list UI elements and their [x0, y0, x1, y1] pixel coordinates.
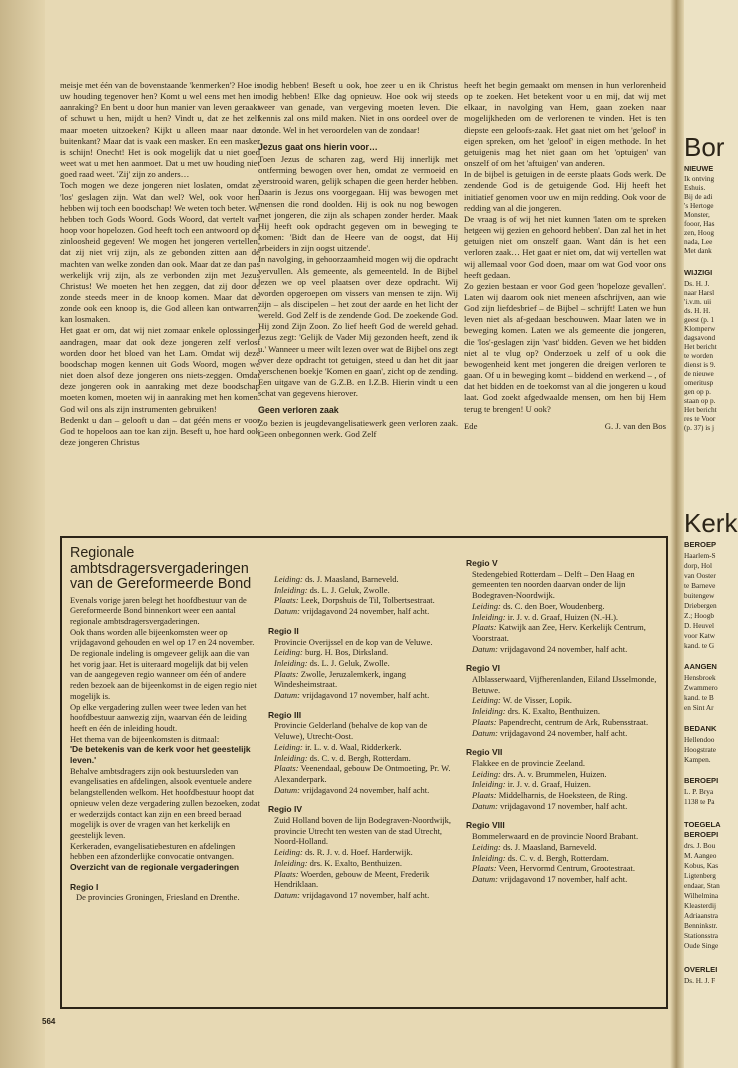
- region-datum: vrijdagavond 17 november, half acht.: [302, 690, 430, 701]
- adjacent-line: en Sint Ar: [684, 703, 714, 712]
- label-inleiding: Inleiding:: [472, 779, 506, 790]
- adjacent-line: geest (p. 1: [684, 315, 715, 324]
- adjacent-line: staan op p.: [684, 396, 716, 405]
- adjacent-line: Ik ontving: [684, 174, 715, 183]
- region-plaats: Zwolle, Jeruzalemkerk, ingang Windesheimstraat.: [274, 668, 406, 690]
- article-paragraph: meisje met één van de bovenstaande 'kenmerken'? Hoe is uw houding tegenover hen? Komt u wel eens met hen in aanraking? En bent u door hun manier van leven geraakt of schuwt u hen, mijdt u hen? Vindt u, dat ze het zelf maar moeten uitzoeken? Kijkt u alleen maar naar de buitenkant? Maar dat is vaak een masker. En een masker is schijn! Onecht! Het is ook mogelijk dat u niet goed weet wat u met hen aanmoet. Dat u met uw houding niet goed raad weet. 'Zij' zijn zo anders…: [60, 80, 260, 180]
- label-inleiding: Inleiding:: [472, 611, 506, 622]
- region-inleiding: ir. J. v. d. Graaf, Huizen.: [507, 779, 591, 790]
- box-paragraph: Behalve ambtsdragers zijn ook bestuursleden van evangelisaties en afdelingen, alsook eventuele andere belangstellenden welkom. Het hoofdbestuur hoopt dat opnieuw velen deze vergadering zullen bezoeken, zodat er wederzijds contact kan zijn en een breed beraad mogelijk is over de vragen van het kerkelijk en geestelijk leven.: [70, 765, 260, 840]
- article-paragraph: Toen Jezus de scharen zag, werd Hij innerlijk met ontferming bewogen over hen, omdat ze vermoeid en verstrooid waren, gelijk schapen die geen herder hebben. Daarin is Jezus ons voorgegaan. Hij was bewogen met mensen die rond doolden. Hij is ook nu nog bewogen met jongeren, die zijn als schapen zonder herder. Maak Hij heeft ook opdracht gegeven om in beweging te komen: 'Bidt dan de Heere van de oogst, dat Hij arbeiders in zijn oogst uitzende'.: [258, 153, 458, 254]
- label-plaats: Plaats:: [472, 622, 497, 633]
- region-entry: [268, 574, 458, 617]
- adjacent-line: Hensbroek: [684, 673, 716, 682]
- section-heading: Geen verloren zaak: [258, 405, 339, 416]
- adjacent-line: M. Aangeo: [684, 851, 717, 860]
- region-inleiding: ds. L. J. Geluk, Zwolle.: [309, 584, 390, 595]
- box-paragraph: Evenals vorige jaren belegt het hoofdbestuur van de Gereformeerde Bond binnenkort weer een aantal regionale ambtsdragersvergaderingen.: [70, 594, 247, 626]
- label-plaats: Plaats:: [472, 790, 497, 801]
- article-paragraph: In de bijbel is getuigen in de eerste plaats Gods werk. De zendende God is de getuigende God. Hij heeft het initiatief genomen voor uw en mijn redding. Ook voor de redding van al die jongeren.: [464, 169, 666, 213]
- adjacent-line: fooor, Has: [684, 219, 715, 228]
- label-datum: Datum:: [472, 800, 498, 811]
- label-leiding: Leiding:: [274, 647, 303, 658]
- region-plaats: Katwijk aan Zee, Herv. Kerkelijk Centrum, Voorstraat.: [472, 622, 646, 643]
- region-entry: [70, 882, 260, 903]
- region-datum: vrijdagavond 17 november, half acht.: [302, 889, 430, 900]
- label-plaats: Plaats:: [274, 763, 299, 774]
- adjacent-line: kand. te G: [684, 641, 715, 650]
- label-inleiding: Inleiding:: [472, 852, 506, 863]
- adjacent-line: Klomperw: [684, 324, 716, 333]
- adjacent-line: L. P. Brya: [684, 787, 714, 796]
- region-area: De provincies Groningen, Friesland en Drenthe.: [76, 892, 240, 903]
- page-fold: [670, 0, 684, 1068]
- signature-name: G. J. van den Bos: [604, 420, 666, 431]
- region-leiding: ds. R. J. v. d. Hoef. Harderwijk.: [304, 847, 413, 858]
- box-title: Regionale ambtsdragersvergaderingen van de Gereformeerde Bond: [70, 546, 252, 592]
- article-paragraph: De vraag is of wij het niet kunnen 'laten om te spreken hetgeen wij gezien en gehoord hebben'. Dan zal het in het getuigen niet om onszelf gaan. Want dán is het een verloren zaak… Het gaat er niet om, dat wij vertellen wat wij allemaal voor God doen, maar om wat God voor ons heeft gedaan.: [464, 213, 666, 280]
- region-inleiding: ds. L. J. Geluk, Zwolle.: [309, 657, 390, 668]
- region-entry: [466, 747, 660, 811]
- label-inleiding: Inleiding:: [274, 657, 308, 668]
- adjacent-line: dorp, Hol: [684, 561, 712, 570]
- region-area: Bommelerwaard en de provincie Noord Brabant.: [472, 831, 639, 842]
- overview-heading: Overzicht van de regionale vergaderingen: [70, 862, 240, 873]
- signature-place: Ede: [464, 420, 478, 431]
- adjacent-line: kand. te B: [684, 693, 714, 702]
- adjacent-heading: BEROEPI: [684, 776, 719, 785]
- region-leiding: ds. C. den Boer, Woudenberg.: [502, 600, 605, 611]
- label-inleiding: Inleiding:: [472, 706, 506, 717]
- region-name: Regio I: [70, 881, 99, 892]
- adjacent-line: dienst is 9.: [684, 360, 716, 369]
- label-datum: Datum:: [274, 889, 300, 900]
- adjacent-line: nada, Lee: [684, 237, 713, 246]
- region-inleiding: drs. K. Exalto, Benthuizen.: [507, 706, 600, 717]
- label-datum: Datum:: [274, 690, 300, 701]
- adjacent-line: 'i.v.m. uii: [684, 297, 712, 306]
- article-paragraph: Zo gezien bestaan er voor God geen 'hopeloze gevallen'. Laten wij daarom ook niet meneen afschrijven, aan wie God zijn liefdesbrief – de Bijbel – schrijft! Laten we hun leven niet als af-gedaan beschouwen. Maar laten we in beweging komen. Laten we als gemeente die jongeren, die 'los'-geslagen zijn 'vast' bidden. Geven we het bidden niet al te vlug op? Onderzoek u zelf of u ook die bewogenheid kent met jongeren die dreigen verloren te gaan. Of u in beweging komt – biddend en werkend – , of dat het bidden en de toekomst van al die jongeren u koud laat. God zoekt afgedwaalde mensen, om hen bij Hem terug te brengen! U ook?: [464, 280, 666, 414]
- region-name: Regio V: [466, 558, 498, 568]
- adjacent-line: (p. 37) is j: [684, 423, 714, 432]
- region-datum: vrijdagavond 17 november, half acht.: [500, 873, 628, 884]
- section-heading: Jezus gaat ons hierin voor…: [258, 141, 378, 152]
- region-datum: vrijdagavond 24 november, half acht.: [500, 643, 628, 654]
- region-name: Regio VIII: [466, 820, 505, 831]
- article-column-2: [258, 80, 458, 440]
- region-entry: [268, 710, 458, 796]
- region-plaats: Veen, Hervormd Centrum, Grootestraat.: [498, 863, 635, 874]
- adjacent-line: Haarlem-S: [684, 551, 716, 560]
- label-datum: Datum:: [472, 873, 498, 884]
- region-name: Regio II: [268, 625, 299, 636]
- adjacent-line: buitengew: [684, 591, 715, 600]
- adjacent-line: Monster,: [684, 210, 710, 219]
- region-leiding: ds. J. Maasland, Barneveld.: [502, 841, 597, 852]
- page-number: 564: [42, 1017, 56, 1026]
- box-column-2: [268, 574, 458, 910]
- region-name: Regio VII: [466, 747, 503, 758]
- adjacent-title: Bor: [684, 132, 725, 162]
- adjacent-line: Hoogstrate: [684, 745, 717, 754]
- adjacent-line: de nieuwe: [684, 369, 714, 378]
- label-leiding: Leiding:: [274, 574, 303, 584]
- region-entry: [268, 804, 458, 900]
- label-inleiding: Inleiding:: [274, 584, 308, 595]
- adjacent-heading: BEROEPI: [684, 830, 719, 839]
- region-entry: [466, 558, 660, 654]
- article-column-3: [464, 80, 666, 432]
- label-plaats: Plaats:: [274, 595, 299, 606]
- label-leiding: Leiding:: [472, 695, 501, 706]
- box-theme: 'De betekenis van de kerk voor het geestelijk leven.': [70, 744, 251, 766]
- box-column-3: [466, 558, 660, 894]
- label-datum: Datum:: [274, 606, 300, 617]
- adjacent-line: 1138 te Pa: [684, 797, 715, 806]
- region-name: Regio III: [268, 709, 302, 720]
- region-name: Regio VI: [466, 663, 501, 674]
- region-leiding: ir. L. v. d. Waal, Ridderkerk.: [304, 741, 402, 752]
- announcement-box: [60, 536, 668, 1009]
- page-gutter-shade: [0, 0, 45, 1068]
- label-plaats: Plaats:: [274, 668, 299, 679]
- article-paragraph: Zo bezien is jeugdevangelisatiewerk geen verloren zaak. Geen onbegonnen werk. God Zelf: [258, 417, 458, 439]
- label-inleiding: Inleiding:: [274, 752, 308, 763]
- adjacent-line: van Ooster: [684, 571, 716, 580]
- adjacent-line: Kampen.: [684, 755, 711, 764]
- region-entry: [268, 626, 458, 701]
- region-inleiding: ir. J. v. d. Graaf, Huizen (N.-H.).: [507, 611, 619, 622]
- label-plaats: Plaats:: [472, 716, 497, 727]
- label-datum: Datum:: [472, 643, 498, 654]
- region-plaats: Woerden, gebouw de Meent, Frederik Hendriklaan.: [274, 868, 430, 890]
- region-datum: vrijdagavond 24 november, half acht.: [302, 606, 430, 617]
- article-column-1: [60, 80, 260, 448]
- label-leiding: Leiding:: [472, 841, 501, 852]
- region-name: Regio IV: [268, 804, 303, 815]
- article-paragraph: In navolging, in gehoorzaamheid mogen wij die opdracht vervullen. Als gemeente, als gemeenteld. In de Bijbel lezen we op veel plaatsen over deze opdracht. Wij worden opgeroepen om vissers van mensen te zijn. Wij zijn – als discipelen – het zout der aarde en het licht der wereld. God Zelf is de zendende God. De zoekende God. Hij zond Zijn Zoon. Zo lief heeft God de wereld gehad. Jezus zegt: 'Gelijk de Vader Mij gezonden heeft, zend ik u.' Wanneer u meer wilt lezen over wat de Bijbel ons zegt over deze opdracht tot getuigen, steed u dan het dit jaar verschenen boekje 'Komen en gaan', zicht op de zending. Een uitgave van de G.Z.B. en I.Z.B. Hierin vindt u een schat van gegevens hierover.: [258, 254, 458, 399]
- adjacent-line: te Barneve: [684, 581, 716, 590]
- region-entry: [466, 663, 660, 738]
- article-paragraph: heeft het begin gemaakt om mensen in hun verlorenheid op te zoeken. Het betekent voor u en mij, dat wij met elkaar, in navolging van Hem, gaan zoeken naar mogelijkheden om de verlorenen te vinden. Het is ten diepste een geloofs-zaak. Het gaat niet om het 'geloof' in eigen spreken, om het 'geloof' in eigen methode. In het getuigenis mag het niet gaan om het 'optuigen' van onszelf of om het 'aftuigen' van anderen.: [464, 80, 666, 169]
- adjacent-line: Ds. H. J.: [684, 279, 710, 288]
- label-datum: Datum:: [274, 784, 300, 795]
- box-paragraph: Kerkeraden, evangelisatiebesturen en afdelingen hebben een afzonderlijke convocatie ontvangen.: [70, 840, 236, 862]
- region-inleiding: ds. C. v. d. Bergh, Rotterdam.: [507, 852, 609, 863]
- region-leiding: drs. A. v. Brummelen, Huizen.: [502, 768, 607, 779]
- region-area: Provincie Overijssel en de kop van de Veluwe.: [274, 636, 433, 647]
- adjacent-heading: WIJZIGI: [684, 268, 713, 277]
- article-paragraph: Toch mogen we deze jongeren niet loslaten, omdat ze 'los' geslagen zijn. Wat dan wel? Wel, ook voor hen hebben wij toch een boodschap! We weten toch beter. We hebben toch Gods Woord. Gods Woord, dat vertelt van hoop voor hopelozen. God heeft toch een antwoord op de zinloosheid gegeven! We mogen het jongeren vertellen, dat zij niet vrij zijn, als ze gebonden zitten aan de machten van welke zonden dan ook. Maar dat ze dan pas werkelijk vrij zijn, als ze verbonden zijn met Jezus Christus! We moeten het hen zeggen, dat zij door de zonde steeds meer in de knoop komen. Maar dat de zonde ook een knoop is, die God alleen kan ontwarren, kan losmaken.: [60, 180, 260, 325]
- adjacent-line: gen op p.: [684, 387, 711, 396]
- adjacent-line: Met dank: [684, 246, 712, 255]
- adjacent-line: Eshuis.: [684, 183, 706, 192]
- adjacent-line: Hellendoo: [684, 735, 715, 744]
- adjacent-line: NIEUWE: [684, 164, 714, 173]
- adjacent-line: naar Harsl: [684, 288, 715, 297]
- adjacent-title: Kerk: [684, 508, 738, 538]
- region-area: Alblasserwaard, Vijfherenlanden, Eiland IJsselmonde, Betuwe.: [472, 674, 657, 695]
- label-leiding: Leiding:: [274, 741, 303, 752]
- adjacent-line: Ds. H. J. F: [684, 976, 716, 985]
- box-paragraph: Het thema van de bijeenkomsten is ditmaal:: [70, 733, 220, 744]
- adjacent-line: omeritusp: [684, 378, 714, 387]
- adjacent-line: Bij de adi: [684, 192, 713, 201]
- adjacent-heading: TOEGELA: [684, 820, 721, 829]
- region-plaats: Papendrecht, centrum de Ark, Rubensstraat.: [498, 716, 649, 727]
- adjacent-line: res te Voor: [684, 414, 716, 423]
- adjacent-line: Het bericht: [684, 342, 717, 351]
- adjacent-line: 's Hertoge: [684, 201, 714, 210]
- region-plaats: Leek, Dorpshuis de Til, Tolbertsestraat.: [300, 595, 435, 606]
- article-paragraph: Bedenkt u dan – gelooft u dan – dat géén mens er voor God te hopeloos aan toe kan zijn. Beseft u, hoe hard ook deze jongeren Christus: [60, 414, 260, 447]
- region-datum: vrijdagavond 24 november, half acht.: [500, 727, 628, 738]
- adjacent-heading: AANGEN: [684, 662, 717, 671]
- adjacent-line: Kleasterdij: [684, 901, 717, 910]
- region-plaats: Veenendaal, gebouw De Ontmoeting, Pr. W. Alexanderpark.: [274, 763, 451, 784]
- adjacent-heading: OVERLEI: [684, 965, 718, 974]
- adjacent-line: Z.; Hoogb: [684, 611, 714, 620]
- article-paragraph: nodig hebben! Beseft u ook, hoe zeer u en ik Christus nodig hebben! Elke dag opnieuw. Hoe ook wij steeds weer van genade, van vergeving moeten leven. Die kennis zal ons mild maken. Niet in ons oordeel over de zonde. Wel in het veroordelen van de zondaar!: [258, 80, 458, 135]
- region-entry: [466, 820, 660, 884]
- adjacent-page: [684, 0, 738, 1068]
- adjacent-line: Oude Singe: [684, 941, 719, 950]
- box-paragraph: Op elke vergadering zullen weer twee leden van het hoofdbestuur aanwezig zijn, waarvan één de leiding heeft en één de inleiding houdt.: [70, 701, 247, 733]
- article-signature: [464, 421, 666, 432]
- adjacent-line: Zwammero: [684, 683, 718, 692]
- adjacent-line: Wilhelmina: [684, 891, 719, 900]
- adjacent-line: Ligtenberg: [684, 871, 716, 880]
- adjacent-line: te worden: [684, 351, 713, 360]
- region-plaats: Middelharnis, de Hoeksteen, de Ring.: [498, 790, 628, 801]
- adjacent-line: Kobus, Kas: [684, 861, 719, 870]
- region-area: Provincie Gelderland (behalve de kop van de Veluwe), Utrecht-Oost.: [274, 720, 428, 742]
- adjacent-line: Stationsstra: [684, 931, 719, 940]
- region-inleiding: ds. C. v. d. Bergh, Rotterdam.: [309, 752, 411, 763]
- article-paragraph: Het gaat er om, dat wij niet zomaar enkele oplossingen aandragen, maar dat ook deze jongeren zelf verlost worden door het bloed van het Lam. Omdat wij deze boodschap mogen kennen uit Gods Woord, mogen we niet doen alsof deze jongeren ons niets-zeggen. Omdat deze jongeren ook in aanraking met deze boodschap moeten komen, moeten wij in aanraking met hen komen. God wil ons als zijn instrumenten gebruiken!: [60, 325, 260, 414]
- region-datum: vrijdagavond 17 november, half acht.: [500, 800, 628, 811]
- region-leiding: burg. H. Bos, Dirksland.: [304, 647, 389, 658]
- adjacent-heading: BEDANK: [684, 724, 717, 733]
- label-datum: Datum:: [472, 727, 498, 738]
- box-paragraph: Ook thans worden alle bijeenkomsten weer op vrijdagavond gehouden en wel op 17 en 24 november. De regionale indeling is omgeveer gelijk aan die van het vorig jaar. Het is uiteraard mogelijk dat bij velen van de aangegeven regio wanneer om één of andere reden bezoek aan de bijeenkomst in de eigen regio niet mogelijk is.: [70, 626, 257, 701]
- label-plaats: Plaats:: [472, 863, 497, 874]
- adjacent-line: endaar, Stan: [684, 881, 720, 890]
- label-leiding: Leiding:: [274, 847, 303, 858]
- adjacent-line: dagsavond: [684, 333, 716, 342]
- adjacent-line: drs. J. Bou: [684, 841, 716, 850]
- region-datum: vrijdagavond 24 november, half acht.: [302, 784, 430, 795]
- adjacent-line: Driebergen: [684, 601, 717, 610]
- region-leiding: W. de Visser, Lopik.: [502, 695, 572, 706]
- adjacent-line: Het bericht: [684, 405, 717, 414]
- box-column-1: [70, 546, 260, 912]
- label-plaats: Plaats:: [274, 868, 299, 879]
- region-area: Stedengebied Rotterdam – Delft – Den Haag en gemeenten ten noorden daarvan onder de lijn Bodegraven-Noordwijk.: [472, 568, 635, 601]
- adjacent-line: ds. H. H.: [684, 306, 711, 315]
- adjacent-line: voor Katw: [684, 631, 716, 640]
- adjacent-line: D. Heuvel: [684, 621, 714, 630]
- region-inleiding: drs. K. Exalto, Benthuizen.: [309, 857, 402, 868]
- label-inleiding: Inleiding:: [274, 857, 308, 868]
- region-area: Flakkee en de provincie Zeeland.: [472, 757, 586, 768]
- adjacent-line: Benninkstr.: [684, 921, 718, 930]
- label-leiding: Leiding:: [472, 768, 501, 779]
- adjacent-heading: BEROEP: [684, 540, 717, 549]
- adjacent-line: zen, Hoog: [684, 228, 714, 237]
- adjacent-line: Adriaanstra: [684, 911, 719, 920]
- region-leiding: ds. J. Maasland, Barneveld.: [304, 574, 399, 584]
- region-area: Zuid Holland boven de lijn Bodegraven-Noordwijk, provincie Utrecht ten westen van de stad Utrecht, Noord-Holland.: [274, 815, 452, 847]
- label-leiding: Leiding:: [472, 600, 501, 611]
